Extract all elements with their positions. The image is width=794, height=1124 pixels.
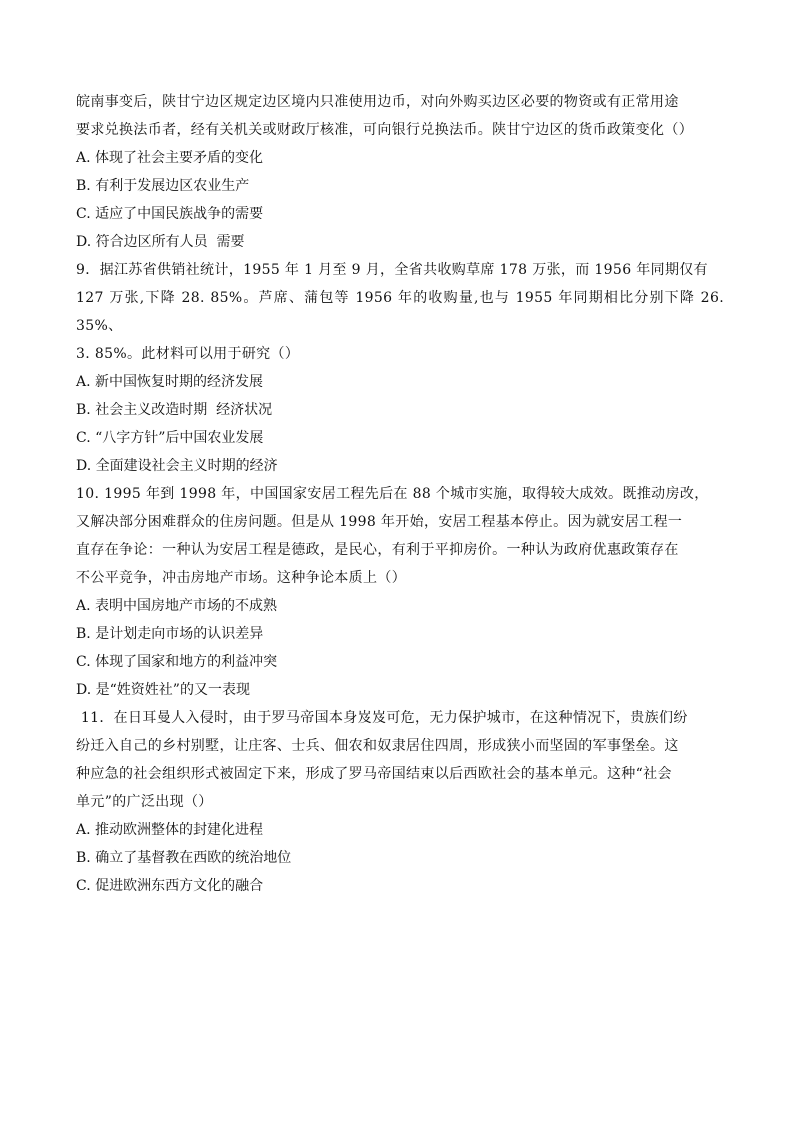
- option-b: B. 是计划走向市场的认识差异: [76, 626, 264, 642]
- option-b: B. 有利于发展边区农业生产: [76, 178, 250, 194]
- question-stem-line: 皖南事变后，陕甘宁边区规定边区境内只准使用边币，对向外购买边区必要的物资或有正常用途: [76, 94, 679, 110]
- option-a: A. 表明中国房地产市场的不成熟: [76, 598, 278, 614]
- question-stem-line: 种应急的社会组织形式被固定下来，形成了罗马帝国结束以后西欧社会的基本单元。这种“社会: [76, 766, 672, 782]
- question-stem-line: 直存在争论：一种认为安居工程是德政，是民心，有利于平抑房价。一种认为政府优惠政策存在: [76, 542, 679, 558]
- question-stem-line: 单元”的广泛出现（）: [76, 794, 213, 810]
- option-b: B. 社会主义改造时期 经济状况: [76, 402, 273, 418]
- option-d: D. 是“姓资姓社”的又一表现: [76, 682, 250, 698]
- question-stem-line: 11．在日耳曼人入侵时，由于罗马帝国本身岌岌可危，无力保护城市，在这种情况下，贵族们纷: [76, 710, 688, 726]
- option-c: C. 体现了国家和地方的利益冲突: [76, 654, 278, 670]
- option-c: C. 促进欧洲东西方文化的融合: [76, 878, 264, 894]
- question-stem-line: 3. 85%。此材料可以用于研究（）: [76, 346, 300, 362]
- option-d: D. 全面建设社会主义时期的经济: [76, 458, 278, 474]
- option-a: A. 体现了社会主要矛盾的变化: [76, 150, 264, 166]
- question-stem-line: 又解决部分困难群众的住房问题。但是从 1998 年开始，安居工程基本停止。因为就安居工程一: [76, 514, 683, 530]
- question-stem-line: 9．据江苏省供销社统计，1955 年 1 月至 9 月，全省共收购草席 178 万张，而 1956 年同期仅有: [76, 262, 709, 278]
- option-a: A. 推动欧洲整体的封建化进程: [76, 822, 264, 838]
- question-stem-line: 127 万张,下降 28. 85%。芦席、蒲包等 1956 年的收购量,也与 1955 年同期相比分别下降 26. 35%、: [76, 290, 729, 334]
- option-b: B. 确立了基督教在西欧的统治地位: [76, 850, 292, 866]
- question-stem-line: 要求兑换法币者，经有关机关或财政厅核准，可向银行兑换法币。陕甘宁边区的货币政策变化（）: [76, 122, 694, 138]
- question-stem-line: 10. 1995 年到 1998 年，中国国家安居工程先后在 88 个城市实施，取得较大成效。既推动房改，: [76, 486, 709, 502]
- option-c: C. 适应了中国民族战争的需要: [76, 206, 264, 222]
- document-page: [76, 88, 729, 900]
- question-stem-line: 不公平竞争，冲击房地产市场。这种争论本质上（）: [76, 570, 407, 586]
- question-block-9: [76, 256, 729, 480]
- question-block-10: [76, 480, 724, 704]
- option-a: A. 新中国恢复时期的经济发展: [76, 374, 264, 390]
- option-c: C. “八字方针”后中国农业发展: [76, 430, 264, 446]
- question-block-8: [76, 88, 724, 256]
- question-block-11: [76, 704, 724, 900]
- question-stem-line: 纷迁入自己的乡村别墅，让庄客、士兵、佃农和奴隶居住四周，形成狭小而坚固的军事堡垒。这: [76, 738, 679, 754]
- option-d: D. 符合边区所有人员 需要: [76, 234, 245, 250]
